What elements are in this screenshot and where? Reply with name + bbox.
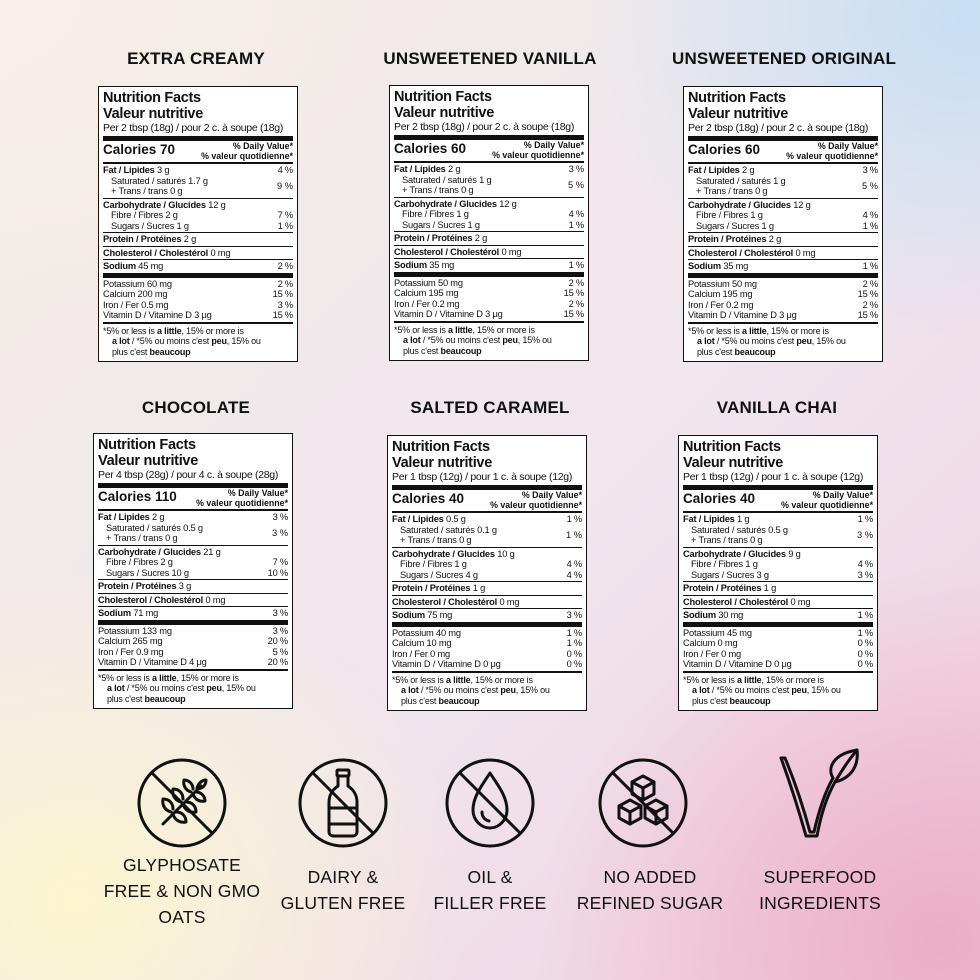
vitamin-d-percent: 15 % xyxy=(857,310,878,320)
protein-amount: 3 g xyxy=(178,581,192,591)
nutrition-facts-label xyxy=(98,86,298,362)
carb-amount: 12 g xyxy=(499,198,517,209)
calcium-percent: 15 % xyxy=(272,289,293,299)
sodium-row xyxy=(688,260,878,278)
carb-label: Carbohydrate / Glucides xyxy=(688,199,791,210)
fibre: Fibre / Fibres 2 g xyxy=(111,210,178,220)
protein-amount: 1 g xyxy=(763,583,777,593)
sodium-percent: 1 % xyxy=(862,261,878,271)
carb-amount: 12 g xyxy=(208,199,226,210)
cholesterol-amount: 0 mg xyxy=(499,596,520,607)
nutrition-facts-label xyxy=(387,435,587,711)
saturated-fat: Saturated / saturés 0.1 g xyxy=(400,524,497,535)
label-heading-fr: Valeur nutritive xyxy=(392,455,492,471)
vitamin-d-percent: 15 % xyxy=(563,309,584,319)
label-heading-fr: Valeur nutritive xyxy=(394,105,494,121)
calories: Calories 40 xyxy=(683,491,756,506)
carbohydrate-group xyxy=(683,548,873,583)
carb-amount: 21 g xyxy=(203,546,221,557)
sugars: Sugars / Sucres 4 g xyxy=(400,569,478,580)
sugars-percent: 1 % xyxy=(862,220,878,231)
calcium-percent: 20 % xyxy=(267,636,288,646)
protein-label: Protein / Protéines xyxy=(392,583,471,593)
fat-label: Fat / Lipides xyxy=(683,514,735,524)
daily-value-header: % Daily Value* % valeur quotidienne* xyxy=(786,141,878,161)
label-heading: Nutrition Facts xyxy=(688,90,786,106)
label-heading: Nutrition Facts xyxy=(683,439,781,455)
vitamin-d: Vitamin D / Vitamine D 0 μg xyxy=(683,659,792,669)
saturated-fat: Saturated / saturés 1 g xyxy=(696,175,786,186)
potassium-percent: 3 % xyxy=(272,625,288,636)
saturated-percent: 1 % xyxy=(565,530,582,540)
fibre: Fibre / Fibres 1 g xyxy=(400,559,467,569)
protein-label: Protein / Protéines xyxy=(98,581,177,591)
sugars: Sugars / Sucres 10 g xyxy=(106,567,189,578)
fibre: Fibre / Fibres 1 g xyxy=(696,210,763,220)
fat-label: Fat / Lipides xyxy=(688,165,740,175)
fat-amount: 3 g xyxy=(157,165,170,175)
carb-label: Carbohydrate / Glucides xyxy=(394,198,497,209)
fat-label: Fat / Lipides xyxy=(103,165,155,175)
nutrition-facts-label xyxy=(683,86,883,362)
fibre-percent: 7 % xyxy=(272,557,288,567)
fat-label: Fat / Lipides xyxy=(392,514,444,524)
product-title: CHOCOLATE xyxy=(141,398,251,417)
cholesterol-label: Cholesterol / Cholestérol xyxy=(98,594,204,605)
calcium: Calcium 10 mg xyxy=(392,638,452,648)
protein-row xyxy=(688,233,878,247)
saturated-fat: Saturated / saturés 0.5 g xyxy=(691,524,788,535)
daily-value-header: % Daily Value* % valeur quotidienne* xyxy=(201,141,293,161)
no-sugar-cubes-icon xyxy=(596,756,690,850)
sodium-amount: 35 mg xyxy=(723,261,749,271)
saturated-fat: Saturated / saturés 0.5 g xyxy=(106,522,203,533)
sodium-amount: 35 mg xyxy=(429,260,455,270)
vitamin-d: Vitamin D / Vitamine D 3 μg xyxy=(103,310,212,320)
fat-percent: 3 % xyxy=(862,165,878,175)
potassium-percent: 2 % xyxy=(862,278,878,289)
calories-row xyxy=(103,141,293,164)
sodium-label: Sodium xyxy=(103,261,136,271)
no-oil-drop-icon xyxy=(443,756,537,850)
product-title: EXTRA CREAMY xyxy=(127,49,265,68)
product-title: UNSWEETENED ORIGINAL xyxy=(671,49,897,68)
potassium-percent: 1 % xyxy=(857,627,873,638)
sugars: Sugars / Sucres 1 g xyxy=(111,220,189,231)
iron: Iron / Fer 0 mg xyxy=(392,648,450,659)
carbohydrate-group xyxy=(392,548,582,583)
label-heading-fr: Valeur nutritive xyxy=(103,106,203,122)
no-wheat-icon xyxy=(135,756,229,850)
minerals-group xyxy=(392,627,582,673)
serving-size: Per 2 tbsp (18g) / pour 2 c. à soupe (18g) xyxy=(103,122,293,141)
cholesterol-row xyxy=(98,594,288,608)
serving-size: Per 4 tbsp (28g) / pour 4 c. à soupe (28g) xyxy=(98,469,288,488)
fat-percent: 1 % xyxy=(566,514,582,524)
nutrition-facts-label xyxy=(93,433,293,709)
minerals-group xyxy=(683,627,873,673)
calories-row xyxy=(394,140,584,163)
carb-label: Carbohydrate / Glucides xyxy=(103,199,206,210)
feature-caption-superfood: SUPERFOOD INGREDIENTS xyxy=(759,867,881,913)
daily-value-header: % Daily Value* % valeur quotidienne* xyxy=(781,490,873,510)
minerals-group xyxy=(98,625,288,671)
fat-group xyxy=(103,164,293,199)
carb-amount: 9 g xyxy=(788,548,801,559)
fat-group xyxy=(98,511,288,546)
cholesterol-amount: 0 mg xyxy=(795,247,816,258)
feature-caption-oats: GLYPHOSATE FREE & NON GMO OATS xyxy=(103,855,261,927)
calories-row xyxy=(392,490,582,513)
saturated-fat: Saturated / saturés 1.7 g xyxy=(111,175,208,186)
vitamin-d-percent: 20 % xyxy=(267,657,288,667)
fibre-percent: 4 % xyxy=(568,209,584,219)
cholesterol-row xyxy=(103,247,293,261)
product-title: VANILLA CHAI xyxy=(716,398,838,417)
iron: Iron / Fer 0.2 mg xyxy=(394,298,460,309)
footnote: *5% or less is a little, 15% or more is a lot / *5% ou moins c'est peu, 15% ou plus c'est beaucoup xyxy=(683,674,841,706)
potassium: Potassium 40 mg xyxy=(392,627,461,638)
potassium: Potassium 60 mg xyxy=(103,278,172,289)
fibre: Fibre / Fibres 1 g xyxy=(691,559,758,569)
carb-amount: 10 g xyxy=(497,548,515,559)
sugars-percent: 10 % xyxy=(267,567,288,578)
cholesterol-label: Cholesterol / Cholestérol xyxy=(683,596,789,607)
cholesterol-amount: 0 mg xyxy=(501,246,522,257)
sodium-percent: 3 % xyxy=(566,610,582,620)
label-heading: Nutrition Facts xyxy=(392,439,490,455)
sodium-label: Sodium xyxy=(98,608,131,618)
minerals-group xyxy=(103,278,293,324)
calcium: Calcium 195 mg xyxy=(394,288,459,298)
vitamin-d: Vitamin D / Vitamine D 4 μg xyxy=(98,657,207,667)
cholesterol-amount: 0 mg xyxy=(790,596,811,607)
daily-value-header: % Daily Value* % valeur quotidienne* xyxy=(196,488,288,508)
carbohydrate-group xyxy=(394,198,584,233)
label-heading: Nutrition Facts xyxy=(98,437,196,453)
protein-row xyxy=(98,580,288,594)
serving-size: Per 2 tbsp (18g) / pour 2 c. à soupe (18g) xyxy=(688,122,878,141)
sugars-percent: 4 % xyxy=(566,569,582,580)
protein-label: Protein / Protéines xyxy=(394,233,473,243)
label-heading-fr: Valeur nutritive xyxy=(98,453,198,469)
carbohydrate-group xyxy=(103,199,293,234)
trans-fat: + Trans / trans 0 g xyxy=(106,533,178,543)
vitamin-d: Vitamin D / Vitamine D 3 μg xyxy=(688,310,797,320)
calories: Calories 110 xyxy=(98,489,177,504)
label-heading-fr: Valeur nutritive xyxy=(683,455,783,471)
saturated-percent: 5 % xyxy=(861,181,878,191)
no-milk-bottle-icon xyxy=(296,756,390,850)
protein-label: Protein / Protéines xyxy=(683,583,762,593)
sodium-label: Sodium xyxy=(683,610,716,620)
sodium-label: Sodium xyxy=(392,610,425,620)
calories: Calories 70 xyxy=(103,142,176,157)
protein-row xyxy=(394,232,584,246)
fat-group xyxy=(394,163,584,198)
cholesterol-row xyxy=(683,596,873,610)
vegan-leaf-icon xyxy=(773,744,867,838)
cholesterol-label: Cholesterol / Cholestérol xyxy=(394,246,500,257)
sugars: Sugars / Sucres 1 g xyxy=(402,219,480,230)
calcium: Calcium 265 mg xyxy=(98,636,163,646)
serving-size: Per 1 tbsp (12g) / pour 1 c. à soupe (12g) xyxy=(683,471,873,490)
feature-caption-dairy: DAIRY & GLUTEN FREE xyxy=(280,867,406,913)
potassium: Potassium 50 mg xyxy=(688,278,757,289)
fat-amount: 2 g xyxy=(448,164,461,174)
protein-amount: 2 g xyxy=(474,233,488,243)
sodium-amount: 75 mg xyxy=(427,610,453,620)
label-heading: Nutrition Facts xyxy=(394,89,492,105)
nutrition-facts-label xyxy=(678,435,878,711)
product-title: UNSWEETENED VANILLA xyxy=(383,49,597,68)
protein-row xyxy=(103,233,293,247)
protein-row xyxy=(392,582,582,596)
sodium-percent: 1 % xyxy=(568,260,584,270)
serving-size: Per 2 tbsp (18g) / pour 2 c. à soupe (18g) xyxy=(394,121,584,140)
cholesterol-row xyxy=(688,247,878,261)
carbohydrate-group xyxy=(98,546,288,581)
protein-amount: 1 g xyxy=(472,583,486,593)
footnote: *5% or less is a little, 15% or more is a lot / *5% ou moins c'est peu, 15% ou plus c'est beaucoup xyxy=(394,324,552,356)
fat-group xyxy=(688,164,878,199)
potassium-percent: 2 % xyxy=(277,278,293,289)
footnote: *5% or less is a little, 15% or more is a lot / *5% ou moins c'est peu, 15% ou plus c'est beaucoup xyxy=(103,325,261,357)
saturated-percent: 5 % xyxy=(567,180,584,190)
fat-amount: 2 g xyxy=(742,165,755,175)
vitamin-d: Vitamin D / Vitamine D 3 μg xyxy=(394,309,503,319)
sugars: Sugars / Sucres 1 g xyxy=(696,220,774,231)
footnote: *5% or less is a little, 15% or more is a lot / *5% ou moins c'est peu, 15% ou plus c'est beaucoup xyxy=(688,325,846,357)
sodium-amount: 30 mg xyxy=(718,610,744,620)
label-heading: Nutrition Facts xyxy=(103,90,201,106)
fat-label: Fat / Lipides xyxy=(98,512,150,522)
serving-size: Per 1 tbsp (12g) / pour 1 c. à soupe (12g) xyxy=(392,471,582,490)
minerals-group xyxy=(394,277,584,323)
iron: Iron / Fer 0.9 mg xyxy=(98,646,164,657)
sodium-label: Sodium xyxy=(394,260,427,270)
sodium-row xyxy=(98,607,288,625)
trans-fat: + Trans / trans 0 g xyxy=(400,535,472,545)
calories: Calories 60 xyxy=(394,141,467,156)
fat-group xyxy=(392,513,582,548)
protein-label: Protein / Protéines xyxy=(103,234,182,244)
protein-label: Protein / Protéines xyxy=(688,234,767,244)
protein-amount: 2 g xyxy=(768,234,782,244)
vitamin-d-percent: 15 % xyxy=(272,310,293,320)
fat-percent: 3 % xyxy=(568,164,584,174)
trans-fat: + Trans / trans 0 g xyxy=(691,535,763,545)
iron-percent: 0 % xyxy=(857,648,873,659)
fibre-percent: 4 % xyxy=(566,559,582,569)
fat-amount: 2 g xyxy=(152,512,165,522)
iron-percent: 5 % xyxy=(272,646,288,657)
sodium-row xyxy=(103,260,293,278)
iron-percent: 2 % xyxy=(568,298,584,309)
vitamin-d-percent: 0 % xyxy=(857,659,873,669)
vitamin-d: Vitamin D / Vitamine D 0 μg xyxy=(392,659,501,669)
sodium-label: Sodium xyxy=(688,261,721,271)
calcium-percent: 0 % xyxy=(857,638,873,648)
protein-amount: 2 g xyxy=(183,234,197,244)
minerals-group xyxy=(688,278,878,324)
iron-percent: 2 % xyxy=(862,299,878,310)
saturated-percent: 3 % xyxy=(856,530,873,540)
carb-amount: 12 g xyxy=(793,199,811,210)
sugars-percent: 1 % xyxy=(568,219,584,230)
cholesterol-row xyxy=(394,246,584,260)
daily-value-header: % Daily Value* % valeur quotidienne* xyxy=(490,490,582,510)
sodium-amount: 71 mg xyxy=(133,608,159,618)
trans-fat: + Trans / trans 0 g xyxy=(111,186,183,196)
calories-row xyxy=(683,490,873,513)
sodium-percent: 3 % xyxy=(272,608,288,618)
potassium: Potassium 133 mg xyxy=(98,625,172,636)
calcium: Calcium 195 mg xyxy=(688,289,753,299)
label-heading-fr: Valeur nutritive xyxy=(688,106,788,122)
saturated-fat: Saturated / saturés 1 g xyxy=(402,174,492,185)
fat-label: Fat / Lipides xyxy=(394,164,446,174)
fat-amount: 0.5 g xyxy=(446,514,466,524)
fat-percent: 1 % xyxy=(857,514,873,524)
calories: Calories 40 xyxy=(392,491,465,506)
sugars: Sugars / Sucres 3 g xyxy=(691,569,769,580)
sodium-row xyxy=(683,609,873,627)
calcium: Calcium 0 mg xyxy=(683,638,738,648)
saturated-percent: 3 % xyxy=(271,528,288,538)
calories-row xyxy=(98,488,288,511)
product-title: SALTED CARAMEL xyxy=(410,398,570,417)
fibre-percent: 4 % xyxy=(862,210,878,220)
calcium: Calcium 200 mg xyxy=(103,289,168,299)
saturated-percent: 9 % xyxy=(276,181,293,191)
footnote: *5% or less is a little, 15% or more is a lot / *5% ou moins c'est peu, 15% ou plus c'est beaucoup xyxy=(98,672,256,704)
fibre: Fibre / Fibres 2 g xyxy=(106,557,173,567)
iron: Iron / Fer 0 mg xyxy=(683,648,741,659)
sodium-percent: 1 % xyxy=(857,610,873,620)
iron: Iron / Fer 0.5 mg xyxy=(103,299,169,310)
nutrition-facts-label xyxy=(389,85,589,361)
potassium: Potassium 45 mg xyxy=(683,627,752,638)
calcium-percent: 1 % xyxy=(566,638,582,648)
fat-amount: 1 g xyxy=(737,514,750,524)
iron-percent: 3 % xyxy=(277,299,293,310)
daily-value-header: % Daily Value* % valeur quotidienne* xyxy=(492,140,584,160)
cholesterol-amount: 0 mg xyxy=(205,594,226,605)
cholesterol-amount: 0 mg xyxy=(210,247,231,258)
feature-caption-sugar: NO ADDED REFINED SUGAR xyxy=(576,867,724,913)
cholesterol-label: Cholesterol / Cholestérol xyxy=(392,596,498,607)
carb-label: Carbohydrate / Glucides xyxy=(683,548,786,559)
fat-percent: 3 % xyxy=(272,512,288,522)
calories: Calories 60 xyxy=(688,142,761,157)
fat-group xyxy=(683,513,873,548)
potassium: Potassium 50 mg xyxy=(394,277,463,288)
carbohydrate-group xyxy=(688,199,878,234)
trans-fat: + Trans / trans 0 g xyxy=(696,186,768,196)
iron-percent: 0 % xyxy=(566,648,582,659)
calories-row xyxy=(688,141,878,164)
feature-caption-oil: OIL & FILLER FREE xyxy=(433,867,547,913)
vitamin-d-percent: 0 % xyxy=(566,659,582,669)
potassium-percent: 1 % xyxy=(566,627,582,638)
sugars-percent: 1 % xyxy=(277,220,293,231)
cholesterol-row xyxy=(392,596,582,610)
potassium-percent: 2 % xyxy=(568,277,584,288)
carb-label: Carbohydrate / Glucides xyxy=(98,546,201,557)
footnote: *5% or less is a little, 15% or more is a lot / *5% ou moins c'est peu, 15% ou plus c'est beaucoup xyxy=(392,674,550,706)
fibre: Fibre / Fibres 1 g xyxy=(402,209,469,219)
sodium-row xyxy=(394,259,584,277)
calcium-percent: 15 % xyxy=(563,288,584,298)
sodium-row xyxy=(392,609,582,627)
fibre-percent: 4 % xyxy=(857,559,873,569)
carb-label: Carbohydrate / Glucides xyxy=(392,548,495,559)
cholesterol-label: Cholesterol / Cholestérol xyxy=(103,247,209,258)
calcium-percent: 15 % xyxy=(857,289,878,299)
protein-row xyxy=(683,582,873,596)
trans-fat: + Trans / trans 0 g xyxy=(402,185,474,195)
sodium-amount: 45 mg xyxy=(138,261,164,271)
cholesterol-label: Cholesterol / Cholestérol xyxy=(688,247,794,258)
fibre-percent: 7 % xyxy=(277,210,293,220)
sodium-percent: 2 % xyxy=(277,261,293,271)
iron: Iron / Fer 0.2 mg xyxy=(688,299,754,310)
sugars-percent: 3 % xyxy=(857,569,873,580)
fat-percent: 4 % xyxy=(277,165,293,175)
